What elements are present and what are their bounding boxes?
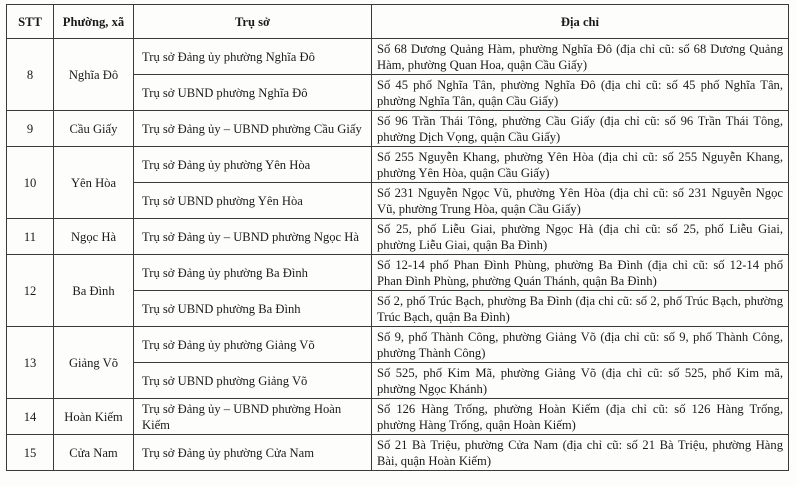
address-cell: Số 12-14 phố Phan Đình Phùng, phường Ba Đình (địa chỉ cũ: số 12-14 phố Phan Đình Phùng, phường Quán Thánh, quận Ba Đình) (372, 255, 789, 291)
address-cell: Số 96 Trần Thái Tông, phường Cầu Giấy (địa chỉ cũ: số 96 Trần Thái Tông, phường Dịch Vọng, quận Cầu Giấy) (372, 111, 789, 147)
stt-cell: 12 (7, 255, 54, 327)
address-cell: Số 255 Nguyễn Khang, phường Yên Hòa (địa chỉ cũ: số 255 Nguyễn Khang, phường Yên Hòa, quận Cầu Giấy) (372, 147, 789, 183)
headquarters-cell: Trụ sở UBND phường Giảng Võ (134, 363, 372, 399)
headquarters-cell: Trụ sở UBND phường Ba Đình (134, 291, 372, 327)
headquarters-cell: Trụ sở UBND phường Nghĩa Đô (134, 75, 372, 111)
header-address: Địa chỉ (372, 5, 789, 39)
ward-cell: Cửa Nam (54, 435, 134, 471)
table-row (7, 219, 789, 255)
headquarters-cell: Trụ sở Đảng ủy phường Giảng Võ (134, 327, 372, 363)
stt-cell: 10 (7, 147, 54, 219)
address-cell: Số 9, phố Thành Công, phường Giảng Võ (địa chỉ cũ: số 9, phố Thành Công, phường Thành Công) (372, 327, 789, 363)
address-cell: Số 21 Bà Triệu, phường Cửa Nam (địa chỉ cũ: số 21 Bà Triệu, phường Hàng Bài, quận Hoàn Kiếm) (372, 435, 789, 471)
headquarters-cell: Trụ sở Đảng ủy phường Cửa Nam (134, 435, 372, 471)
address-cell: Số 126 Hàng Trống, phường Hoàn Kiếm (địa chỉ cũ: số 126 Hàng Trống, phường Hàng Trống, quận Hoàn Kiếm) (372, 399, 789, 435)
ward-cell: Ngọc Hà (54, 219, 134, 255)
stt-cell: 15 (7, 435, 54, 471)
headquarters-cell: Trụ sở Đảng ủy – UBND phường Cầu Giấy (134, 111, 372, 147)
stt-cell: 8 (7, 39, 54, 111)
table-row (7, 435, 789, 471)
address-cell: Số 68 Dương Quảng Hàm, phường Nghĩa Đô (địa chỉ cũ: số 68 Dương Quảng Hàm, phường Quan Hoa, quận Cầu Giấy) (372, 39, 789, 75)
ward-cell: Yên Hòa (54, 147, 134, 219)
stt-cell: 9 (7, 111, 54, 147)
headquarters-cell: Trụ sở Đảng ủy phường Yên Hòa (134, 147, 372, 183)
headquarters-cell: Trụ sở Đảng ủy phường Nghĩa Đô (134, 39, 372, 75)
header-stt: STT (7, 5, 54, 39)
headquarters-cell: Trụ sở Đảng ủy phường Ba Đình (134, 255, 372, 291)
ward-headquarters-table (6, 4, 789, 471)
headquarters-cell: Trụ sở UBND phường Yên Hòa (134, 183, 372, 219)
table-row (7, 147, 789, 183)
headquarters-cell: Trụ sở Đảng ủy – UBND phường Hoàn Kiếm (134, 399, 372, 435)
address-cell: Số 525, phố Kim Mã, phường Giảng Võ (địa chỉ cũ: số 525, phố Kim mã, phường Ngọc Khánh) (372, 363, 789, 399)
header-ward: Phường, xã (54, 5, 134, 39)
stt-cell: 11 (7, 219, 54, 255)
header-headquarters: Trụ sở (134, 5, 372, 39)
ward-cell: Nghĩa Đô (54, 39, 134, 111)
stt-cell: 13 (7, 327, 54, 399)
ward-cell: Hoàn Kiếm (54, 399, 134, 435)
table-row (7, 399, 789, 435)
ward-cell: Cầu Giấy (54, 111, 134, 147)
address-cell: Số 25, phố Liễu Giai, phường Ngọc Hà (địa chỉ cũ: số 25, phố Liễu Giai, phường Liễu Giai, quận Ba Đình) (372, 219, 789, 255)
table-row (7, 39, 789, 75)
table-header-row (7, 5, 789, 39)
address-cell: Số 45 phố Nghĩa Tân, phường Nghĩa Đô (địa chỉ cũ: số 45 phố Nghĩa Tân, phường Nghĩa Tân, quận Cầu Giấy) (372, 75, 789, 111)
address-cell: Số 2, phố Trúc Bạch, phường Ba Đình (địa chỉ cũ: số 2, phố Trúc Bạch, phường Trúc Bạch, quận Ba Đình) (372, 291, 789, 327)
table-row (7, 327, 789, 363)
ward-cell: Giảng Võ (54, 327, 134, 399)
table-row (7, 255, 789, 291)
table-row (7, 111, 789, 147)
address-cell: Số 231 Nguyễn Ngọc Vũ, phường Yên Hòa (địa chỉ cũ: số 231 Nguyễn Ngọc Vũ, phường Trung Hòa, quận Cầu Giấy) (372, 183, 789, 219)
ward-cell: Ba Đình (54, 255, 134, 327)
stt-cell: 14 (7, 399, 54, 435)
headquarters-cell: Trụ sở Đảng ủy – UBND phường Ngọc Hà (134, 219, 372, 255)
